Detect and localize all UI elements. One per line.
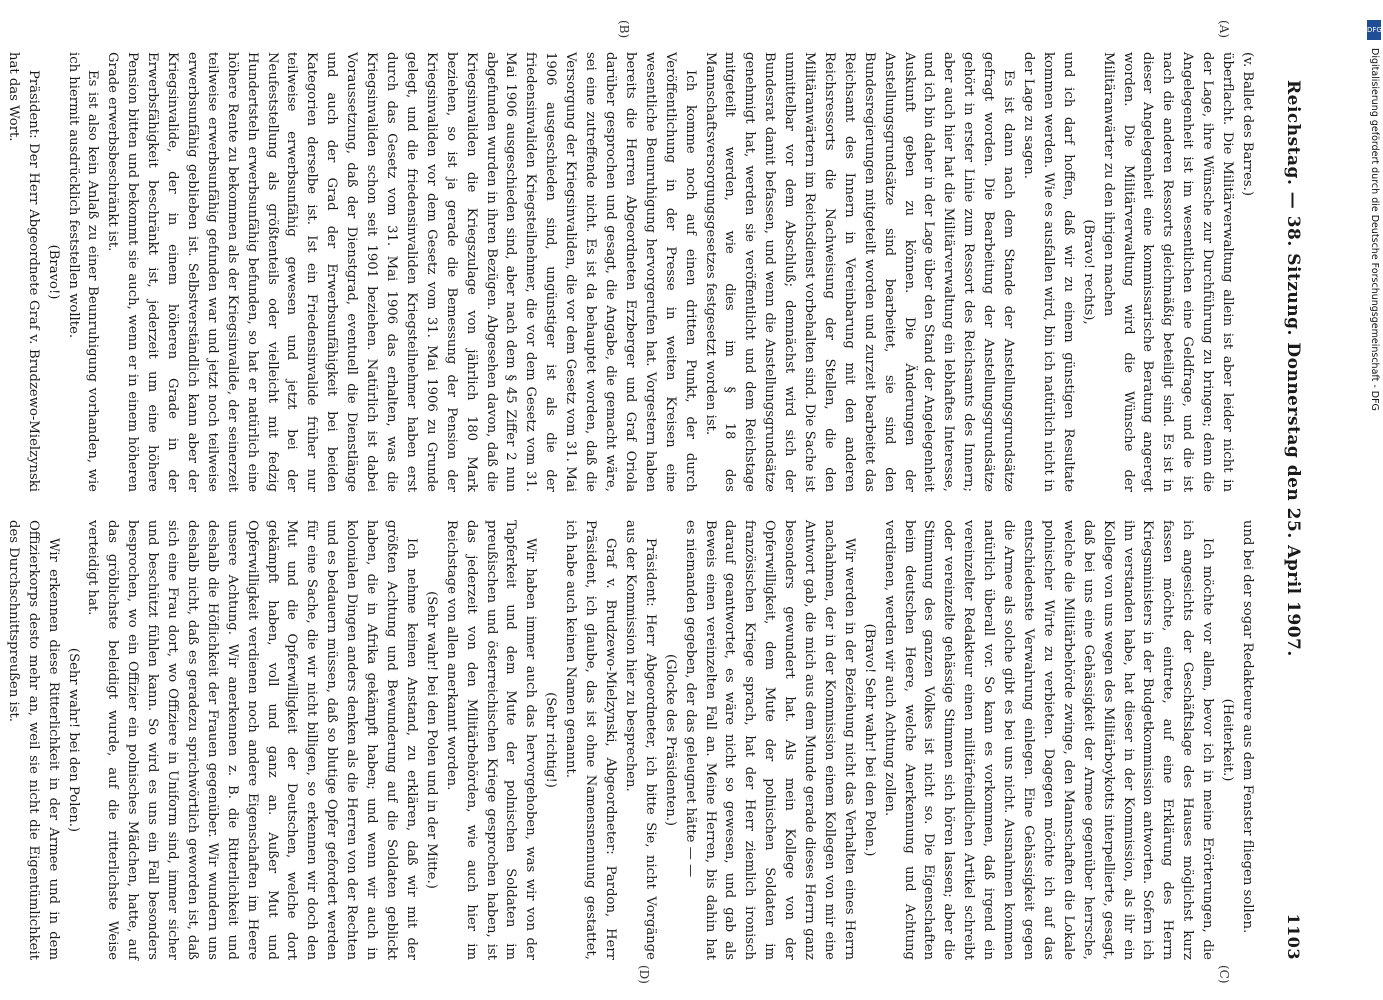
paragraph: (Bravo! Sehr wahr! bei den Polen.): [861, 623, 877, 857]
paragraph: (Heiterkeit.): [1220, 698, 1236, 782]
text-column-left: [5, 52, 1257, 492]
paragraph: Wir werden in der Beziehung nicht das Verhalten eines Herrn nachahmen, der in der Kommission einem Kollegen von mir eine Antwort gab, die mich aus dem Munde gerade dieses Herrn ganz besonders gewundert hat. Als mein Kollege von der Opferwilligkeit, dem Mute der polnischen Soldaten im französischen Kriege sprach, hat der Herr ziemlich ironisch darauf geantwortet, es wäre nicht so gewesen, und gab als Beweis einen vereinzelten Fall an. Meine Herren, bis dahin hat es niemanden gegeben, der das geleugnet hätte — —: [682, 520, 857, 960]
paragraph: (Glocke des Präsidenten.): [662, 653, 678, 827]
paragraph: (Bravo! rechts),: [1080, 219, 1096, 325]
paragraph: Ich nehme keinen Anstand, zu erklären, daß wir mit der größten Achtung und Bewunderung auf die Soldaten geblickt haben, die in Afrika gekämpft haben; und wenn wir auch in kolonialen Dingen anders denken als die Herren von der Rechten und es bedauern müssen, daß so blutige Opfer gefordert werden für eine Sache, die wir nicht billigen, so erkennen wir doch den Mut und die Opferwilligkeit der Deutschen, welche dort gekämpft haben, voll und ganz an. Außer Mut und Opferwilligkeit verdienen noch andere Eigenschaften im Heere unsere Achtung. Wir anerkennen z. B. die Ritterlichkeit und deshalb die Höflichkeit der Frauen gegenüber. Wir wundern uns deshalb nicht, daß es geradezu sprichwörtlich geworden ist, daß sich eine Frau dort, wo Offiziere in Uniform sind, immer sicher und beschützt fühlen kann. So wird es uns ein Fall besonders besprochen, wo ein Offizier ein polnisches Mädchen, hatte, auf das gröblichste beleidigt wurde, auf die ritterlichste Weise verteidigt hat.: [85, 520, 419, 960]
margin-marker-a: (A): [1217, 20, 1231, 39]
paragraph: Ich möchte vor allem, bevor ich in meine Erörterungen, die ich angesichts der Geschäftslage des Hauses möglichst kurz fassen möchte, eintrete, auf eine Erklärung des Herrn Kriegsministers in der Budgetkommission antworten. Sofern ich ihn verstanden habe, hat dieser in der Kommission, als ihr ein Kollege von uns wegen des Militärboykotts interpellierte, gesagt, daß bei uns eine Gehässigkeit der Armee gegenüber herrsche, welche die Militärbehörde zwinge, den Mannschaften die Lokale polnischer Wirte zu verbieten. Dagegen möchte ich auf das entschiedenste Verwahrung einlegen. Eine Gehässigkeit gegen die Armee als solche gibt es bei uns nicht. Ausnahmen kommen natürlich überall vor. So kann es vorkommen, daß irgend ein vereinzelter Redakteur einen militärfeindlichen Artikel schreibt oder vereinzelte gehässige Stimmen sich hören lassen; aber die Stimmung des ganzen Volkes ist nicht so. Die Eigenschaften beim deutschen Heere, welche Anerkennung und Achtung verdienen, werden wir auch Achtung zollen.: [881, 520, 1216, 960]
paragraph: [0, 52, 3, 492]
paragraph: (Sehr wahr! bei den Polen.): [65, 647, 81, 833]
paragraph: überflacht. Die Militärverwaltung allein ist aber leider nicht in der Lage, ihre Wünsche zur Durchführung zu bringen; denn die Angelegenheit ist im wesentlichen eine Geldfrage, und die ist nach die anderen Ressorts gleichmäßig beteiligt sind. Es ist in dieser Angelegenheit eine kommissarische Beratung angeregt worden. Die Militärverwaltung wird die Wünsche der Militäranwärter zu den ihrigen machen: [1100, 52, 1236, 492]
paragraph: Es ist dann nach dem Stande der Anstellungsgrundsätze gefragt worden. Die Bearbeitung der Anstellungsgrundsätze gehört in erster Linie zum Ressort des Reichsamts des Innern; aber auch hier hat die Militärverwaltung ein lebhaftes Interesse, und ich bin daher in der Lage über den Stand der Angelegenheit Auskunft geben zu können. Die Änderungen der Anstellungsgrundsätze sind bearbeitet, sie sind den Bundesregierungen mitgeteilt worden und zurzeit bearbeitet das Reichsamt des Innern in Vereinbarung mit den anderen Reichsressorts die Nachweisung der Stellen, die den Militäranwärtern im Reichsdienst vorbehalten sind. Die Sache ist unmittelbar vor dem Abschluß; demnächst wird sich der Bundesrat damit befassen, und wenn die Anstellungsgrundsätze genehmigt hat, werden sie veröffentlicht und dem Reichstage mitgeteilt werden, wie dies im § 18 des Mannschaftsversorgungsgesetzes festgesetzt worden ist.: [702, 52, 1017, 492]
dfg-sidebar: [1367, 20, 1381, 660]
paragraph: Es ist also kein Anlaß zu einer Beunruhigung vorhanden, wie ich hiermit ausdrücklich feststellen wollte.: [65, 52, 101, 492]
rotated-page: [5, 0, 1341, 1000]
paragraph: (Sehr richtig!): [543, 692, 559, 788]
dfg-logo: DFG: [1367, 20, 1381, 40]
page-number: 1103: [1284, 913, 1303, 960]
margin-marker-c: (C): [1217, 965, 1231, 984]
margin-marker-b: (B): [617, 20, 631, 39]
paragraph: Wir erkennen diese Ritterlichkeit in der Armee und in dem Offizierkorps desto mehr an, weil sie nicht die Eigentümlichkeit des Durchschnittspreußen ist.: [5, 520, 61, 960]
paragraph: und ich darf hoffen, daß wir zu einem günstigen Resultate kommen werden. Wie es ausfallen wird, bin ich natürlich nicht in der Lage zu sagen.: [1021, 52, 1076, 492]
paragraph: Wir haben immer auch das hervorgehoben, was wir von der Tapferkeit und dem Mute der polnischen Soldaten im preußischen und österreichischen Kriege gesprochen haben, ist das jederzeit von den Militärbehörden, wie auch hier im Reichstage von allen anerkannt worden.: [443, 520, 539, 960]
digitization-credit: Digitalisierung gefördert durch die Deutsche Forschungsgemeinschaft - DFG: [1369, 48, 1380, 411]
page-header: [1273, 50, 1313, 960]
paragraph: Ich komme noch auf einen dritten Punkt, der durch Veröffentlichung in der Presse in weiten Kreisen eine wesentliche Beunruhigung hervorgerufen hat. Vorgestern haben bereits die Herren Abgeordneten Erzberger und Graf Oriola darüber gesprochen und gesagt, die Angabe, die gemacht wäre, sei eine zutreffende nicht. Es ist da behauptet worden, daß die Versorgung der Kriegsinvaliden, die vor dem Gesetz vom 31. Mai 1906 ausgeschieden sind, ungünstiger ist als die der friedensinvaliden Kriegsteilnehmer, die vor dem Gesetz vom 31. Mai 1906 ausgeschieden sind, aber nach dem § 45 Ziffer 2 nun abgefunden wurden in ihren Bezügen. Abgesehen davon, daß die Kriegsinvaliden die Kriegszulage von jährlich 180 Mark beziehen, so ist ja gerade die Bemessung der Pension der Kriegsinvaliden vor dem Gesetz vom 31. Mai 1906 zu Grunde gelegt, und die friedensinvaliden Kriegsteilnehmer haben erst durch das Gesetz vom 31. Mai 1906 das erhalten, was die Kriegsinvaliden schon seit 1901 beziehen. Natürlich ist dabei Voraussetzung, daß der Dienstgrad, eventuell die Dienstlänge und auch der Grad der Erwerbsunfähigkeit bei beiden Kategorien derselbe ist. Ist ein Friedensinvalide früher nur teilweise erwerbsunfähig gewesen und jetzt bei der Neufeststellung als größtenteils oder vielleicht mit fedzig Hundertsteln erwerbsunfähig befunden, so hat er natürlich eine höhere Rente zu bekommen als der Kriegsinvalide, der seinerzeit teilweise erwerbsunfähig gefunden war und jetzt noch teilweise erwerbsunfähig geblieben ist. Selbstverständlich kann aber der Kriegsinvalide, der in einem höheren Grade in der Erwerbsfähigkeit beschränkt ist, jederzeit um eine höhere Pension bitten und bekommt sie auch, wenn er in einem höheren Grade erwerbsbeschränkt ist.: [105, 52, 698, 492]
page-header-title: Reichstag. — 38. Sitzung. Donnerstag den 25. April 1907.: [1283, 80, 1303, 657]
margin-marker-d: (D): [637, 965, 651, 984]
paragraph: Graf v. Brudzewo-Mielzynski, Abgeordneter: Pardon, Herr Präsident, ich glaube, das ist ohne Namensnennung gestattet, ich habe auch keinen Namen genannt.: [563, 520, 618, 960]
paragraph: und bei der sogar Redakteure aus dem Fenster fliegen sollen.: [1240, 520, 1255, 934]
paragraph: (Sehr wahr! bei den Polen und in der Mitte.): [423, 591, 439, 889]
paragraph: Präsident: Herr Abgeordneter, ich bitte Sie, nicht Vorgänge aus der Kommission hier zu besprechen.: [622, 520, 658, 960]
paragraph: Präsident: Der Herr Abgeordnete Graf v. Brudzewo-Mielzynski hat das Wort.: [5, 52, 41, 492]
text-column-right: [5, 520, 1257, 960]
paragraph: (Bravo!): [45, 244, 61, 300]
paragraph: (v. Ballet des Barres.): [1240, 52, 1255, 196]
